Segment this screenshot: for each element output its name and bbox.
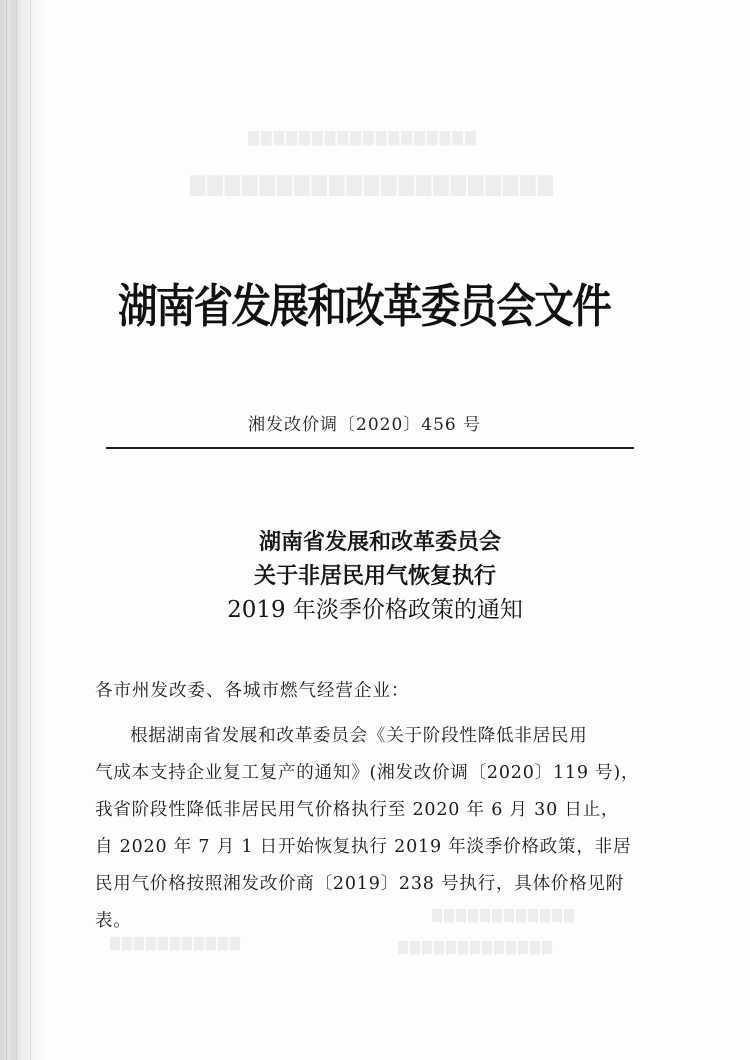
header-divider-rule — [106, 447, 634, 449]
body-line: 我省阶段性降低非居民用气价格执行至 2020 年 6 月 30 日止， — [95, 800, 620, 820]
title-line: 湖南省发展和改革委员会 — [258, 529, 501, 555]
title-line: 关于非居民用气恢复执行 — [253, 563, 496, 589]
bleed-through-text: ▇▇▇▇▇▇▇▇▇▇▇▇▇▇▇▇▇▇ — [248, 130, 478, 146]
issuer-heading: 湖南省发展和改革委员会文件 — [118, 279, 610, 333]
body-line: 民用气价格按照湘发改价商〔2019〕238 号执行，具体价格见附 — [95, 874, 625, 894]
bleed-through-text: ▇▇▇▇▇▇▇▇▇▇▇▇ — [432, 908, 576, 923]
bleed-through-text: ▇▇▇▇▇▇▇▇▇▇▇▇▇▇▇▇▇▇▇▇▇ — [190, 172, 555, 196]
body-line: 表。 — [95, 911, 132, 931]
document-number: 湘发改价调〔2020〕456 号 — [248, 415, 482, 435]
notice-body — [95, 678, 655, 940]
salutation: 各市州发改委、各城市燃气经营企业： — [95, 681, 410, 701]
notice-title — [0, 525, 750, 627]
title-line: 2019 年淡季价格政策的通知 — [227, 597, 523, 623]
bleed-through-text: ▇▇▇▇▇▇▇▇▇▇▇ — [110, 936, 242, 951]
body-line: 根据湖南省发展和改革委员会《关于阶段性降低非居民用 — [130, 726, 588, 746]
body-line: 自 2020 年 7 月 1 日开始恢复执行 2019 年淡季价格政策，非居 — [95, 837, 632, 857]
body-line: 气成本支持企业复工复产的通知》(湘发改价调〔2020〕119 号)， — [95, 763, 640, 783]
bleed-through-text: ▇▇▇▇▇▇▇▇▇▇▇▇▇ — [398, 940, 554, 955]
